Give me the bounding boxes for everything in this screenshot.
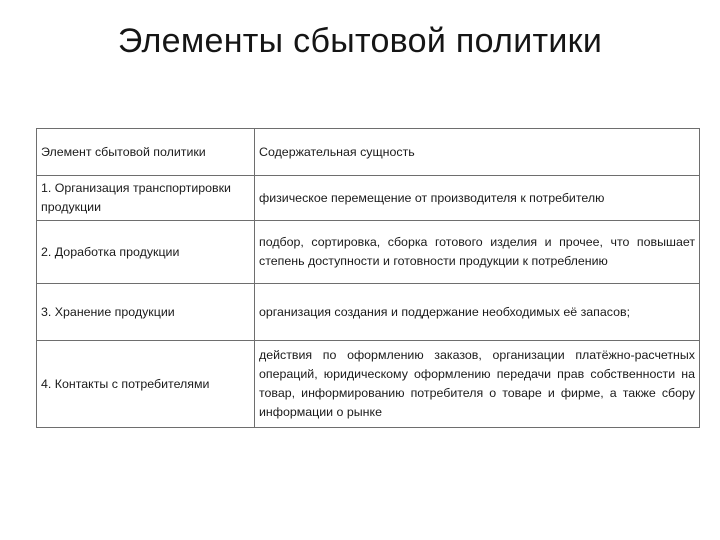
- essence-cell: действия по оформлению заказов, организации платёжно-расчетных операций, юридическому оформлению передачи прав собственности на товар, информированию потребителя о товаре и фирме, а также сбору информации о рынке: [255, 341, 700, 428]
- element-cell: 3. Хранение продукции: [37, 284, 255, 341]
- table-row: [37, 176, 700, 221]
- element-cell: 1. Организация транспортировки продукции: [37, 176, 255, 221]
- slide-title: Элементы сбытовой политики: [117, 22, 603, 60]
- policy-elements-table: [36, 128, 700, 428]
- essence-cell: подбор, сортировка, сборка готового изделия и прочее, что повышает степень доступности и готовности продукции к потреблению: [255, 221, 700, 284]
- table-row: [37, 284, 700, 341]
- table-header-row: [37, 129, 700, 176]
- table-row: [37, 341, 700, 428]
- header-essence-cell: Содержательная сущность: [255, 129, 700, 176]
- header-element-cell: Элемент сбытовой политики: [37, 129, 255, 176]
- element-cell: 4. Контакты с потребителями: [37, 341, 255, 428]
- table-row: [37, 221, 700, 284]
- essence-cell: физическое перемещение от производителя к потребителю: [255, 176, 700, 221]
- essence-cell: организация создания и поддержание необходимых её запасов;: [255, 284, 700, 341]
- element-cell: 2. Доработка продукции: [37, 221, 255, 284]
